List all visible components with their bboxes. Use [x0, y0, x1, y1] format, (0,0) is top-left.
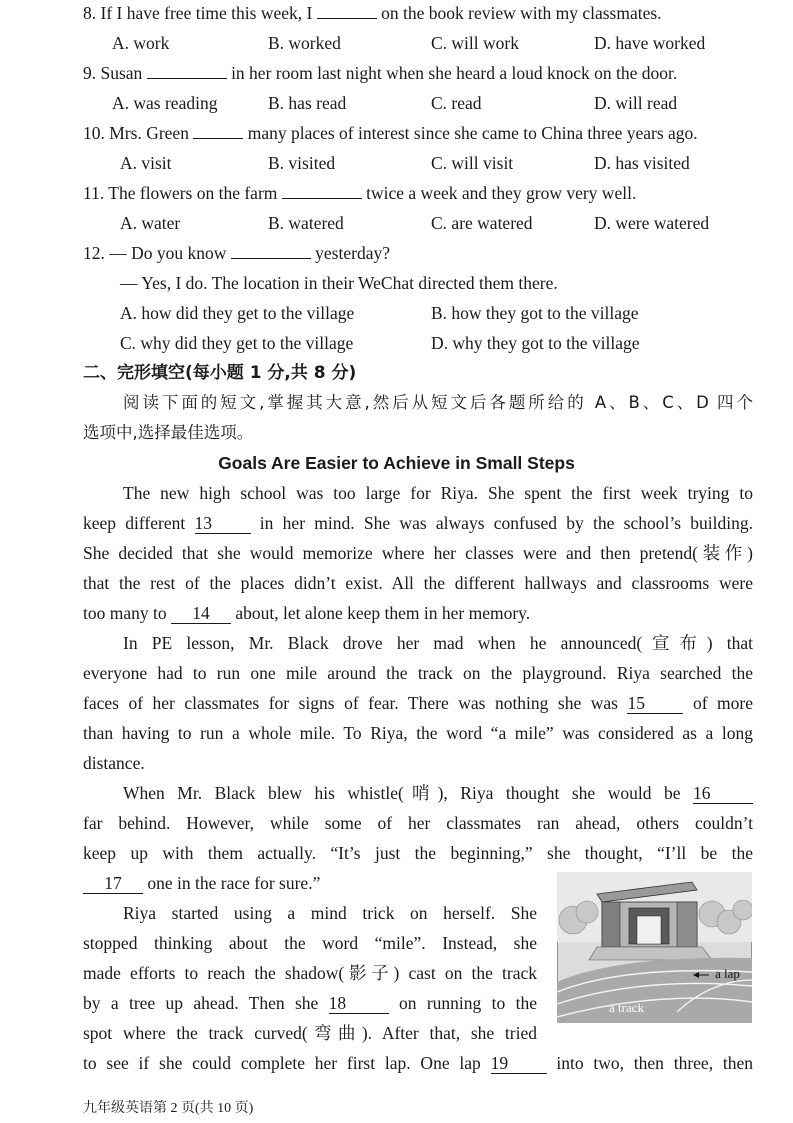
option-a: A. was reading [112, 93, 218, 113]
cloze-blank-15: 15 [627, 693, 683, 714]
label-track: a track [609, 1000, 645, 1015]
option-a: A. how did they get to the village [120, 303, 355, 323]
passage-line: made efforts to reach the shadow(影子) cast on the track [83, 963, 537, 983]
cloze-blank-18: 18 [329, 993, 389, 1014]
passage-line: In PE lesson, Mr. Black drove her mad when he announced(宣布) that [123, 633, 753, 653]
answer-blank [231, 242, 311, 259]
answer-blank [147, 62, 227, 79]
option-b: B. how they got to the village [431, 303, 639, 323]
passage-line: 17 one in the race for sure.” [83, 872, 320, 894]
option-d: D. have worked [594, 33, 706, 53]
section-instruction: 选项中,选择最佳选项。 [83, 423, 254, 442]
dialogue-reply: — Yes, I do. The location in their WeChat directed them there. [120, 273, 558, 293]
option-b: B. watered [268, 213, 344, 233]
passage-line: to see if she could complete her first lap. One lap 19 into two, then three, then [83, 1053, 753, 1073]
passage-line: distance. [83, 753, 145, 773]
question-stem: on the book review with my classmates. [376, 3, 662, 23]
passage-line: Riya started using a mind trick on herself. She [123, 903, 537, 923]
question-9 [83, 62, 677, 84]
passage-line: She decided that she would memorize where her classes were and then pretend(装作) [83, 543, 753, 563]
cloze-blank-17: 17 [83, 873, 143, 894]
passage-line: than having to run a whole mile. To Riya, the word “a mile” was considered as a long [83, 723, 753, 743]
page-footer: 九年级英语第 2 页(共 10 页) [83, 1101, 254, 1116]
cloze-blank-16: 16 [693, 783, 753, 804]
section-instruction: 阅读下面的短文,掌握其大意,然后从短文后各题所给的 A、B、C、D 四个 [123, 393, 753, 412]
option-a: A. work [112, 33, 170, 53]
option-b: B. has read [268, 93, 347, 113]
option-c: C. are watered [431, 213, 533, 233]
track-illustration [557, 872, 752, 1023]
question-stem: in her room last night when she heard a loud knock on the door. [226, 63, 678, 83]
track-illustration-svg [557, 872, 752, 1023]
option-d: D. were watered [594, 213, 710, 233]
question-stem: twice a week and they grow very well. [361, 183, 637, 203]
option-d: D. will read [594, 93, 678, 113]
question-stem: 11. The flowers on the farm [83, 183, 282, 203]
passage-line: keep different 13 in her mind. She was always confused by the school’s building. [83, 513, 753, 533]
passage-line: The new high school was too large for Riya. She spent the first week trying to [123, 483, 753, 503]
cloze-blank-13: 13 [195, 513, 251, 534]
question-stem: 8. If I have free time this week, I [83, 3, 317, 23]
cloze-blank-19: 19 [491, 1053, 547, 1074]
answer-blank [282, 182, 362, 199]
passage-title: Goals Are Easier to Achieve in Small Steps [218, 453, 575, 473]
question-stem: 10. Mrs. Green [83, 123, 194, 143]
question-10 [83, 122, 698, 144]
option-b: B. visited [268, 153, 336, 173]
passage-line: by a tree up ahead. Then she 18 on running to the [83, 993, 537, 1013]
passage-line: that the rest of the places didn’t exist. All the different hallways and classrooms were [83, 573, 753, 593]
cloze-blank-14: 14 [171, 603, 231, 624]
question-stem: yesterday? [310, 243, 390, 263]
passage-line: everyone had to run one mile around the track on the playground. Riya searched the [83, 663, 753, 683]
passage-line: spot where the track curved(弯曲). After that, she tried [83, 1023, 537, 1043]
label-lap: a lap [715, 966, 740, 981]
question-stem: 12. — Do you know [83, 243, 231, 263]
question-8 [83, 2, 662, 24]
question-12 [83, 242, 390, 264]
passage-line: When Mr. Black blew his whistle(哨), Riya thought she would be 16 [123, 782, 753, 804]
option-a: A. water [120, 213, 181, 233]
option-c: C. will work [431, 33, 519, 53]
section-heading: 二、完形填空(每小题 1 分,共 8 分) [83, 363, 357, 383]
option-d: D. why they got to the village [431, 333, 640, 353]
passage-line: stopped thinking about the word “mile”. Instead, she [83, 933, 537, 953]
option-a: A. visit [120, 153, 172, 173]
question-stem: 9. Susan [83, 63, 147, 83]
option-c: C. why did they get to the village [120, 333, 354, 353]
option-c: C. will visit [431, 153, 514, 173]
option-b: B. worked [268, 33, 341, 53]
answer-blank [317, 2, 377, 19]
question-stem: many places of interest since she came to China three years ago. [243, 123, 698, 143]
option-c: C. read [431, 93, 482, 113]
passage-line: too many to 14 about, let alone keep them in her memory. [83, 603, 531, 623]
question-11 [83, 182, 636, 204]
passage-line: faces of her classmates for signs of fear. There was nothing she was 15 of more [83, 693, 753, 713]
option-d: D. has visited [594, 153, 690, 173]
passage-line: far behind. However, while some of her classmates ran ahead, others couldn’t [83, 813, 753, 833]
passage-line: keep up with them actually. “It’s just the beginning,” she thought, “I’ll be the [83, 843, 753, 863]
answer-blank [193, 122, 243, 139]
